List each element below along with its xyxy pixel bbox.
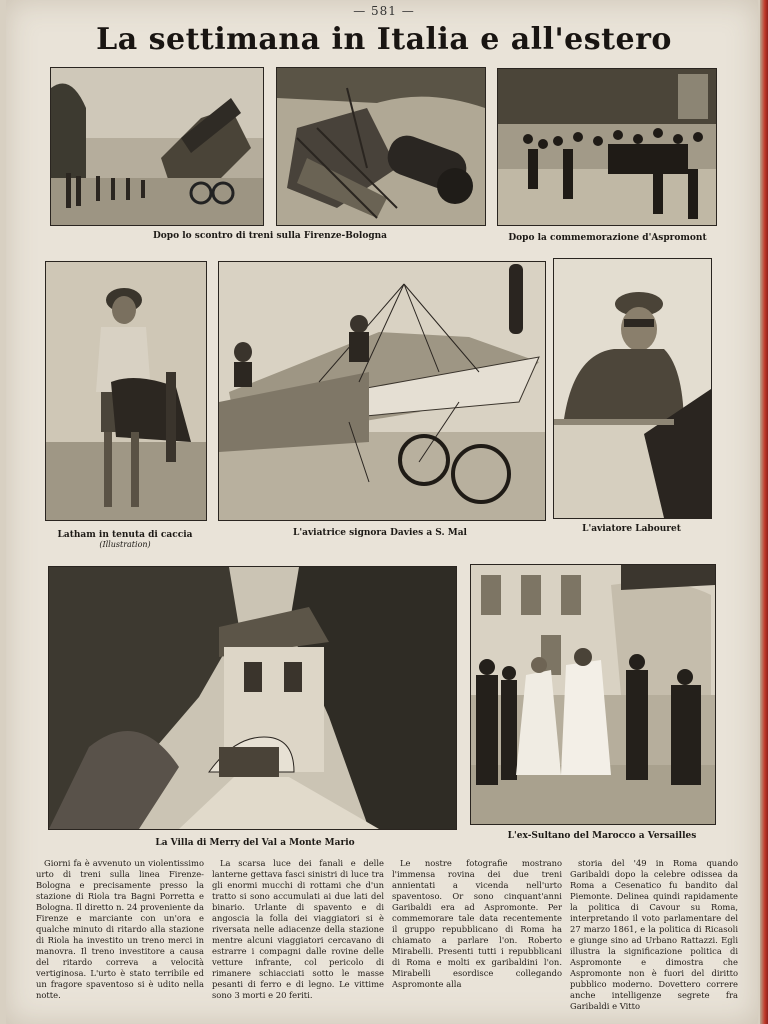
page-headline: La settimana in Italia e all'estero xyxy=(96,22,672,57)
photo-train-crash-1 xyxy=(50,67,264,226)
caption-davies: L'aviatrice signora Davies a S. Mal xyxy=(293,528,467,538)
article-text: Giorni fa è avvenuto un violentissimo urto di treni sulla linea Firenze-Bologna e precisamente presso la stazione di Riola tra Bagni Porretta e Bologna. Il diretto n. 24 proveniente da Firenze e marciante con un'ora e qualche minuto di ritardo alla stazione di Riola ha investito un treno merci in manovra. Il treno investitore a causa del ritardo correva a velocità vertiginosa. L'urto è stato terribile ed un fragore spaventoso si è udito nella notte. xyxy=(36,858,204,1000)
caption-latham-credit: (Illustration) xyxy=(99,540,151,549)
article-column-3 xyxy=(392,858,562,989)
photo-ex-sultan-versailles xyxy=(470,564,716,825)
caption-aspromonte: Dopo la commemorazione d'Aspromont xyxy=(508,233,707,243)
article-column-4 xyxy=(570,858,738,1011)
photo-latham xyxy=(45,261,207,521)
article-column-1 xyxy=(36,858,204,1000)
photo-labouret xyxy=(553,258,712,519)
page-edge xyxy=(760,0,768,1024)
article-text: storia del '49 in Roma quando Garibaldi dopo la celebre odissea da Roma a Cesenatico fu bandito dal Piemonte. Delinea quindi rapidamente la politica di Cavour su Roma, interpretando il voto parlamentare del 27 marzo 1861, e la politica di Ricasoli e giunge sino ad Urbano Rattazzi. Egli illustra la significazione politica di Aspromonte e dimostra che Aspromonte non è fuori del diritto pubblico moderno. Dovettero correre anche intelligenze segrete fra Garibaldi e Vitto xyxy=(570,858,738,1011)
caption-labouret: L'aviatore Labouret xyxy=(582,524,681,534)
photo-davies-airplane xyxy=(218,261,546,521)
caption-sultan: L'ex-Sultano del Marocco a Versailles xyxy=(507,831,697,841)
page-number: — 581 — xyxy=(353,4,415,18)
article-text: Le nostre fotografie mostrano l'immensa rovina dei due treni annientati a vicenda nell'urto spaventoso. Or sono cinquant'anni Garibaldi era ad Aspromonte. Per commemorare tale data recentemente il gruppo repubblicano di Roma ha chiamato a parlare l'on. Roberto Mirabelli. Presenti tutti i repubblicani di Roma e molti ex garibaldini l'on. Mirabelli esordisce collegando Aspromonte alla xyxy=(392,858,562,989)
caption-villa: La Villa di Merry del Val a Monte Mario xyxy=(155,838,355,848)
photo-aspromonte-crowd xyxy=(497,68,717,226)
article-text: La scarsa luce dei fanali e delle lanterne gettava fasci sinistri di luce tra gli enormi mucchi di rottami che d'un tratto si sono accumulati ai due lati del binario. Urlante di spavento e di angoscia la folla dei viaggiatori si è riversata nelle adiacenze della stazione mentre alcuni viaggiatori cercavano di estrarre i compagni dalle rovine delle vetture infrante, col pericolo di rimanere schiacciati sotto le masse pesanti di ferro e di legno. Le vittime sono 3 morti e 20 feriti. xyxy=(212,858,384,1000)
article-column-2 xyxy=(212,858,384,1000)
caption-train-crash: Dopo lo scontro di treni sulla Firenze-Bologna xyxy=(153,231,387,241)
caption-latham: Latham in tenuta di caccia xyxy=(57,530,193,540)
photo-villa-merry-del-val xyxy=(48,566,457,830)
photo-train-crash-2 xyxy=(276,67,486,226)
